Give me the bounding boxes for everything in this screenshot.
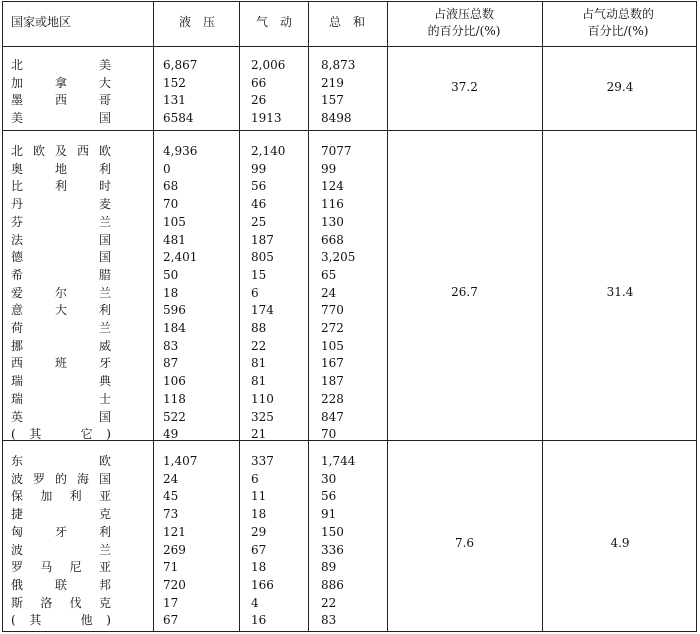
hydraulic-cell: 269 (163, 542, 186, 557)
header-pneumatic: 气 动 (255, 15, 292, 29)
pneumatic-cell: 29 (251, 524, 267, 539)
pneumatic-cell: 325 (251, 409, 274, 424)
total-cell: 187 (321, 374, 344, 389)
total-cell: 99 (321, 161, 337, 176)
pneumatic-cell: 26 (251, 93, 267, 108)
pneumatic-cell: 66 (251, 75, 267, 90)
table-row (3, 285, 387, 302)
region-cell: 东 欧 (11, 454, 111, 468)
total-cell: 272 (321, 321, 344, 335)
pneumatic-cell: 1913 (251, 111, 282, 126)
table-row (3, 302, 387, 319)
hydraulic-cell: 67 (163, 613, 179, 628)
header-region: 国家或地区 (11, 15, 72, 29)
pneumatic-cell: 99 (251, 161, 267, 176)
pneumatic-cell: 18 (251, 507, 267, 522)
hydraulic-cell: 73 (163, 507, 179, 522)
pneumatic-pct-cell: 29.4 (606, 80, 634, 94)
region-cell: 荷 兰 (11, 321, 111, 335)
hydraulic-cell: 17 (163, 595, 179, 610)
hydraulic-cell: 121 (163, 524, 186, 539)
region-cell: 爱 尔 兰 (11, 285, 111, 300)
total-cell: 8,873 (321, 58, 356, 72)
region-cell: 斯洛伐克 (11, 595, 111, 610)
region-cell: 西 班 牙 (11, 356, 111, 371)
region-cell: 意 大 利 (11, 303, 111, 318)
pneumatic-cell: 6 (251, 285, 259, 300)
table-row (3, 320, 387, 337)
table-row (3, 249, 387, 266)
hydraulic-cell: 6584 (163, 111, 194, 126)
table-row (3, 338, 387, 355)
total-cell: 65 (321, 267, 337, 282)
hydraulic-cell: 106 (163, 374, 186, 389)
pneumatic-cell: 110 (251, 391, 274, 406)
region-cell: 波 兰 (11, 542, 111, 557)
region-cell: 德 国 (11, 250, 111, 265)
hydraulic-cell: 105 (163, 214, 186, 229)
pneumatic-cell: 16 (251, 613, 267, 628)
region-cell: (其 它) (11, 427, 111, 442)
table-row (3, 577, 387, 594)
hydraulic-cell: 481 (163, 232, 186, 247)
region-cell: 罗马尼亚 (11, 560, 111, 575)
pneumatic-cell: 81 (251, 374, 267, 389)
region-cell: 瑞 典 (11, 374, 111, 389)
pneumatic-cell: 11 (251, 489, 267, 504)
region-cell: 捷 克 (11, 507, 111, 522)
hydraulic-cell: 71 (163, 560, 179, 575)
total-cell: 124 (321, 179, 344, 194)
table-row (3, 453, 387, 470)
table-header (3, 2, 696, 47)
table-row (3, 355, 387, 372)
pneumatic-cell: 56 (251, 179, 267, 194)
hydraulic-cell: 50 (163, 267, 179, 282)
pneumatic-cell: 166 (251, 577, 274, 592)
region-cell: 法 国 (11, 232, 111, 247)
pneumatic-cell: 81 (251, 356, 267, 371)
pneumatic-pct-cell: 4.9 (610, 536, 630, 550)
total-cell: 150 (321, 524, 344, 539)
total-cell: 30 (321, 471, 337, 486)
region-cell: 加 拿 大 (11, 75, 111, 90)
table-row (3, 409, 387, 426)
pneumatic-cell: 2,140 (251, 144, 286, 158)
table-row (3, 92, 387, 109)
region-cell: 比 利 时 (11, 179, 111, 194)
pneumatic-cell: 88 (251, 321, 267, 335)
total-cell: 24 (321, 285, 337, 300)
region-cell: 挪 威 (11, 338, 111, 353)
table-row (3, 471, 387, 488)
pneumatic-cell: 805 (251, 250, 274, 265)
total-cell: 1,744 (321, 454, 356, 468)
hydraulic-cell: 522 (163, 409, 186, 424)
table-row (3, 161, 387, 178)
hydraulic-pct-cell: 26.7 (451, 285, 478, 299)
hydraulic-cell: 83 (163, 338, 179, 353)
total-cell: 3,205 (321, 250, 356, 265)
table-row (3, 559, 387, 576)
table-row (3, 542, 387, 559)
hydraulic-cell: 2,401 (163, 250, 198, 265)
total-cell: 91 (321, 507, 337, 522)
hydraulic-cell: 720 (163, 577, 186, 592)
pneumatic-cell: 174 (251, 303, 274, 318)
pneumatic-cell: 15 (251, 267, 267, 282)
header-hydraulic-pct: 占液压总数 的百分比/(%) (427, 7, 501, 38)
total-cell: 116 (321, 197, 344, 212)
total-cell: 8498 (321, 111, 352, 126)
total-cell: 56 (321, 489, 337, 504)
table-row (3, 391, 387, 408)
region-cell: 芬 兰 (11, 214, 111, 229)
hydraulic-pct-cell: 37.2 (451, 80, 478, 94)
hydraulic-cell: 6,867 (163, 58, 198, 72)
hydraulic-cell: 118 (163, 391, 186, 406)
table-row (3, 178, 387, 195)
total-cell: 7077 (321, 144, 352, 158)
hydraulic-cell: 49 (163, 427, 179, 442)
total-cell: 105 (321, 338, 344, 353)
header-hydraulic: 液 压 (178, 15, 215, 29)
table-row (3, 267, 387, 284)
region-cell: 北 美 (11, 58, 111, 72)
hydraulic-cell: 24 (163, 471, 179, 486)
total-cell: 83 (321, 613, 337, 628)
pneumatic-cell: 21 (251, 427, 267, 442)
table-row (3, 232, 387, 249)
total-cell: 22 (321, 595, 337, 610)
total-cell: 130 (321, 214, 344, 229)
region-cell: 匈 牙 利 (11, 524, 111, 539)
total-cell: 668 (321, 232, 344, 247)
pneumatic-cell: 6 (251, 471, 259, 486)
table-row (3, 110, 387, 127)
region-cell: 英 国 (11, 409, 111, 424)
hydraulic-cell: 184 (163, 321, 186, 335)
table-row (3, 196, 387, 213)
hydraulic-cell: 1,407 (163, 454, 198, 468)
table-row (3, 57, 387, 74)
total-cell: 89 (321, 560, 337, 575)
header-pneumatic-pct: 占气动总数的 百分比/(%) (581, 7, 654, 38)
region-cell: 丹 麦 (11, 197, 111, 212)
table-row (3, 506, 387, 523)
pneumatic-cell: 46 (251, 197, 267, 212)
hydraulic-cell: 4,936 (163, 144, 198, 158)
table-row (3, 595, 387, 612)
region-cell: 奥 地 利 (11, 161, 111, 176)
total-cell: 219 (321, 75, 344, 90)
pneumatic-cell: 187 (251, 232, 274, 247)
total-cell: 70 (321, 427, 337, 442)
pneumatic-cell: 4 (251, 595, 259, 610)
table-row (3, 75, 387, 92)
pneumatic-cell: 22 (251, 338, 267, 353)
table-row (3, 612, 387, 629)
table-row (3, 524, 387, 541)
region-cell: 美 国 (11, 111, 111, 126)
data-table (2, 1, 697, 632)
total-cell: 228 (321, 391, 344, 406)
region-cell: 波罗的海国 (11, 471, 111, 486)
pneumatic-cell: 67 (251, 542, 267, 557)
pneumatic-cell: 337 (251, 454, 274, 468)
table-row (3, 426, 387, 443)
hydraulic-cell: 45 (163, 489, 179, 504)
hydraulic-pct-cell: 7.6 (454, 536, 475, 550)
table-row (3, 373, 387, 390)
region-cell: 希 腊 (11, 267, 111, 282)
total-cell: 770 (321, 303, 344, 318)
hydraulic-cell: 87 (163, 356, 179, 371)
hydraulic-cell: 131 (163, 93, 186, 108)
total-cell: 847 (321, 409, 344, 424)
region-cell: 北欧及西欧 (11, 144, 111, 158)
hydraulic-cell: 18 (163, 285, 179, 300)
pneumatic-cell: 18 (251, 560, 267, 575)
header-total: 总 和 (328, 15, 365, 29)
hydraulic-cell: 0 (163, 161, 171, 176)
total-cell: 336 (321, 542, 344, 557)
region-cell: 保加利亚 (11, 489, 111, 504)
table-row (3, 488, 387, 505)
section-divider (3, 130, 696, 131)
region-cell: 俄 联 邦 (11, 577, 111, 592)
pneumatic-cell: 2,006 (251, 58, 286, 72)
region-cell: (其 他) (11, 613, 111, 628)
region-cell: 瑞 士 (11, 391, 111, 406)
pneumatic-cell: 25 (251, 214, 267, 229)
total-cell: 167 (321, 356, 344, 371)
total-cell: 157 (321, 93, 344, 108)
total-cell: 886 (321, 577, 344, 592)
table-row (3, 143, 387, 160)
pneumatic-pct-cell: 31.4 (606, 285, 634, 299)
table-row (3, 214, 387, 231)
hydraulic-cell: 152 (163, 75, 186, 90)
hydraulic-cell: 70 (163, 197, 179, 212)
region-cell: 墨 西 哥 (11, 93, 111, 108)
hydraulic-cell: 68 (163, 179, 179, 194)
hydraulic-cell: 596 (163, 303, 186, 318)
